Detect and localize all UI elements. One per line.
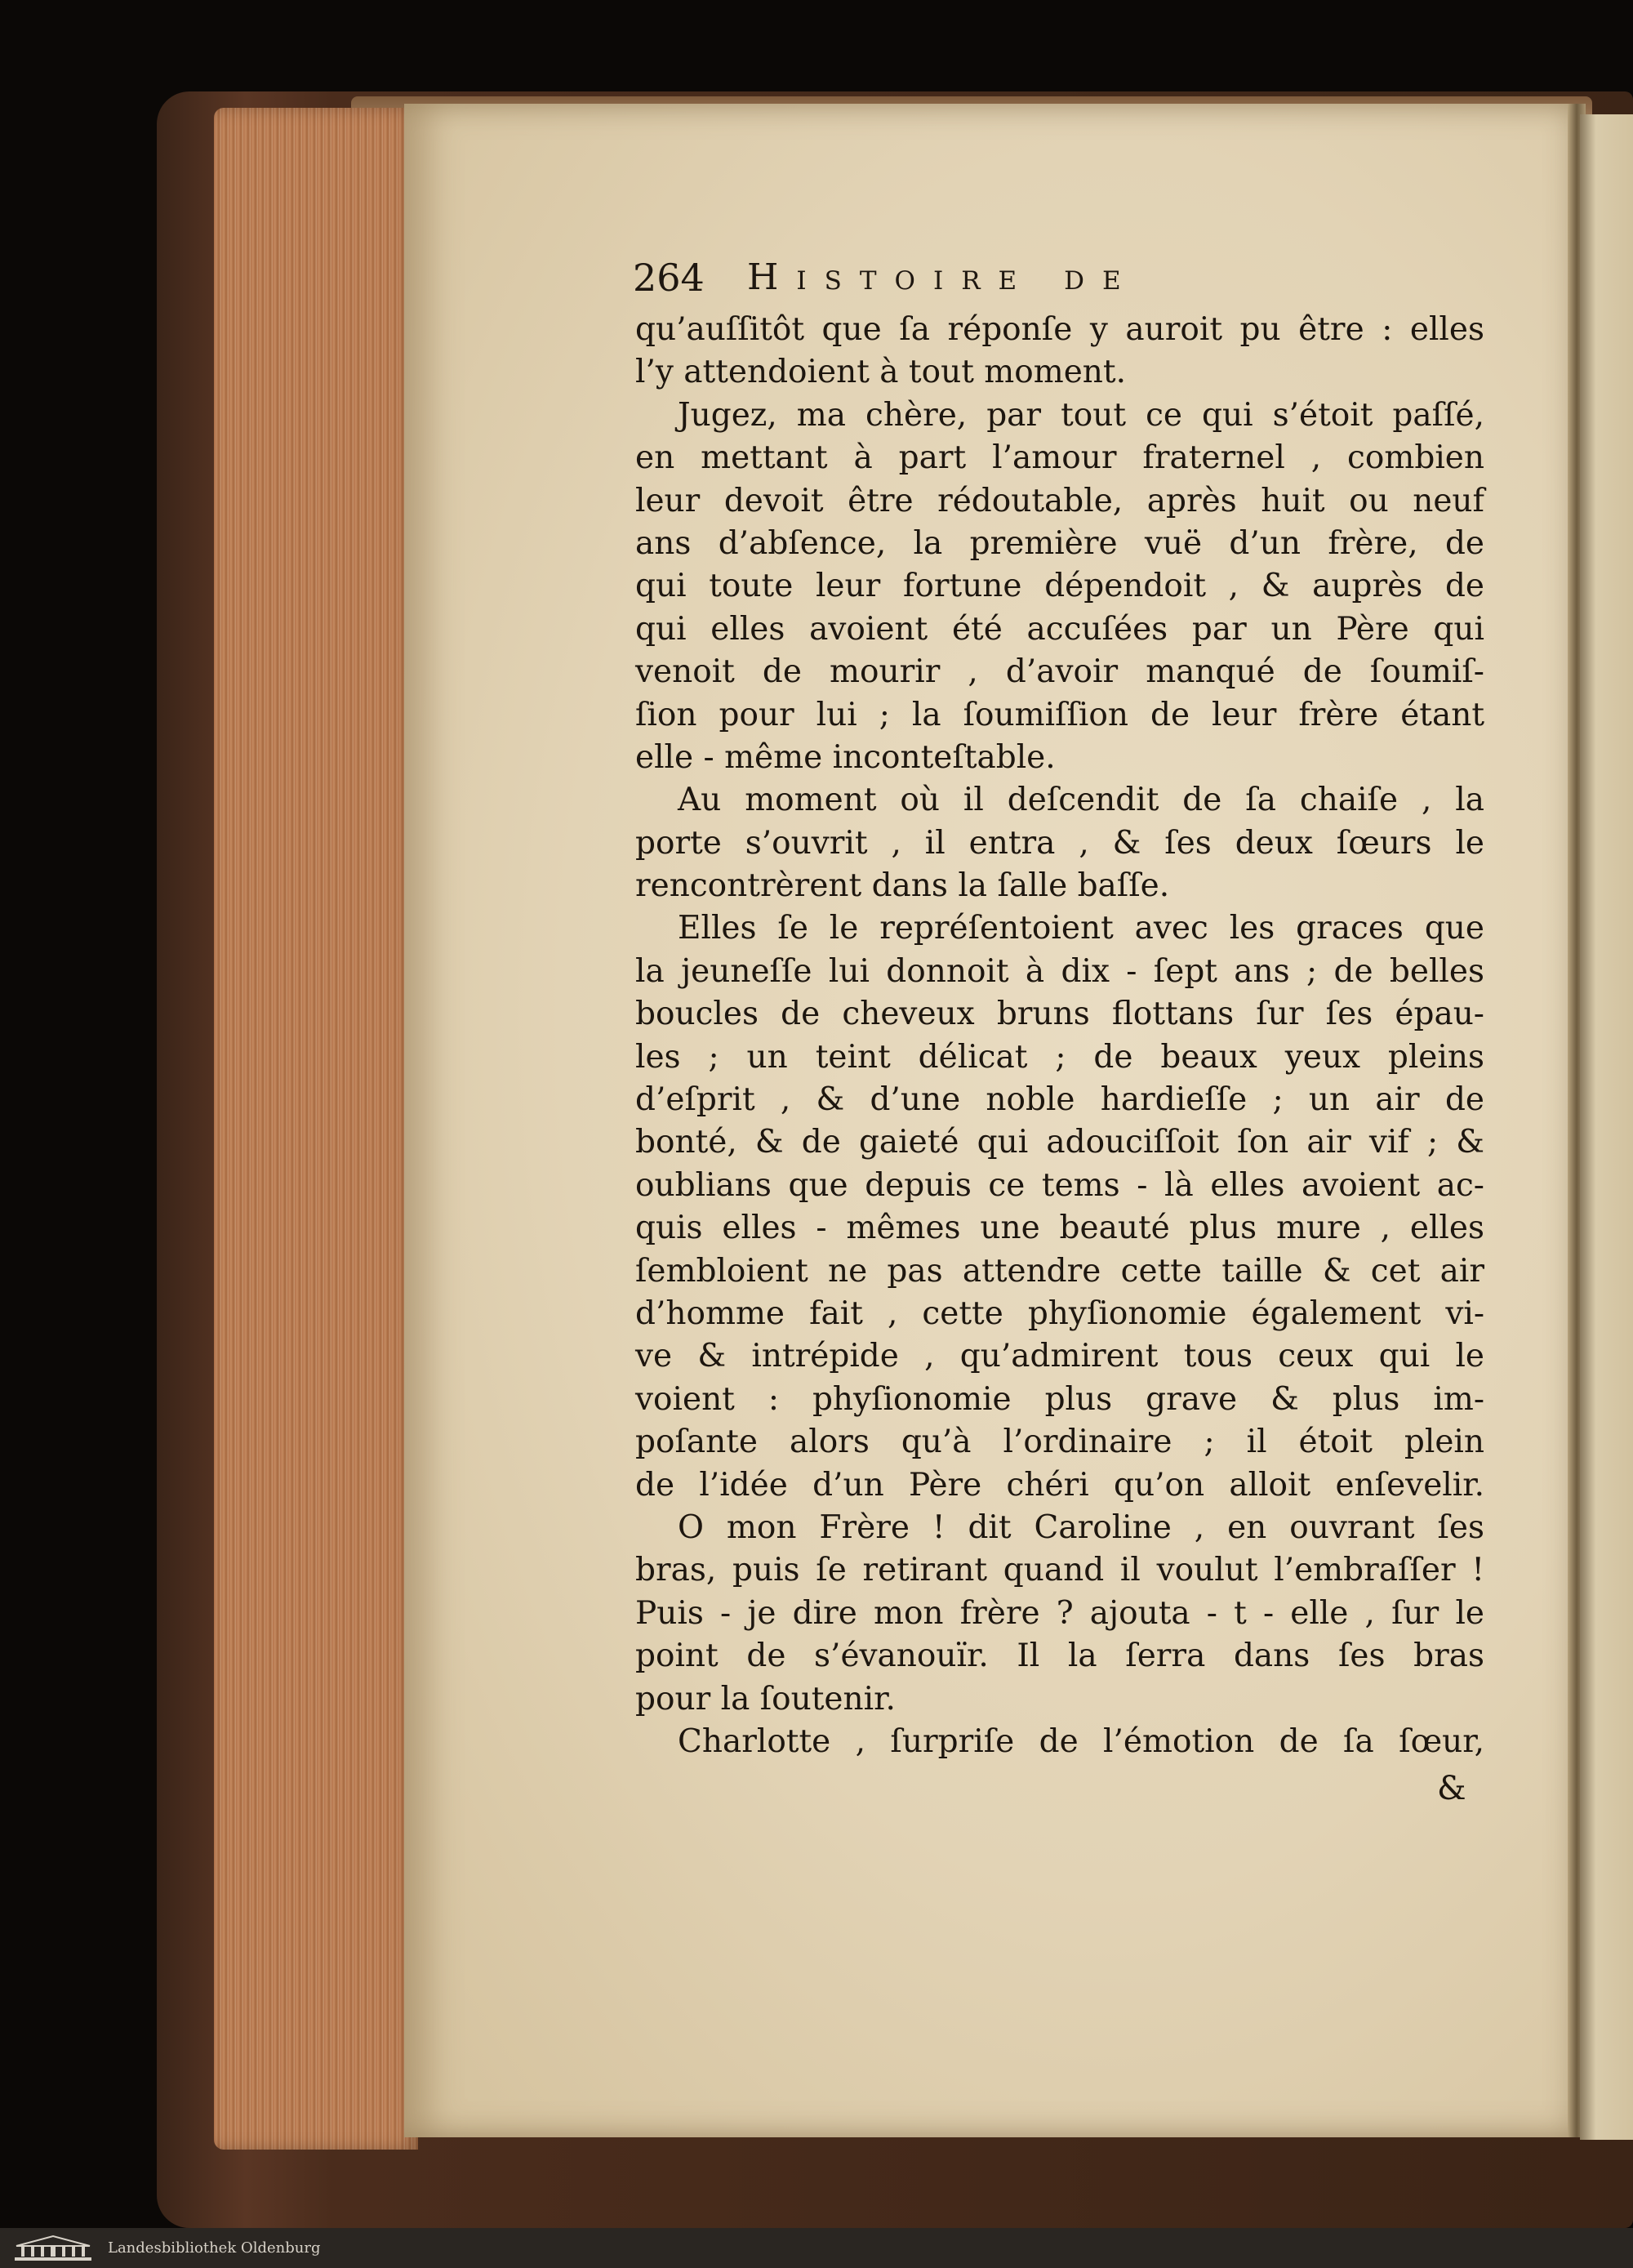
text-line: bonté, & de gaieté qui adouciſſoit ſon air vif ; & bbox=[635, 1124, 1484, 1161]
page-number: 264 bbox=[633, 256, 705, 300]
text-line: venoit de mourir , d’avoir manqué de ſoumiſ- bbox=[635, 653, 1484, 691]
text-line: bras, puis ſe retirant quand il voulut l’embraſſer ! bbox=[635, 1552, 1484, 1589]
text-line: d’eſprit , & d’une noble hardieſſe ; un air de bbox=[635, 1081, 1484, 1119]
text-line: ſion pour lui ; la ſoumiſſion de leur frère étant bbox=[635, 696, 1484, 733]
text-line: qui toute leur fortune dépendoit , & auprès de bbox=[635, 568, 1484, 605]
text-line: les ; un teint délicat ; de beaux yeux pleins bbox=[635, 1038, 1484, 1076]
text-line: rencontrèrent dans la ſalle baſſe. bbox=[635, 867, 1170, 905]
text-line: poſante alors qu’à l’ordinaire ; il étoit plein bbox=[635, 1424, 1484, 1461]
text-line: d’homme fait , cette phyſionomie également vi- bbox=[635, 1294, 1484, 1332]
text-line: Au moment où il deſcendit de ſa chaiſe , la bbox=[678, 782, 1484, 819]
text-line: pour la ſoutenir. bbox=[635, 1680, 896, 1718]
text-line: ans d’abſence, la première vuë d’un frère, de bbox=[635, 524, 1484, 562]
facing-page-edge bbox=[1580, 114, 1633, 2140]
text-line: elle - même inconteſtable. bbox=[635, 738, 1056, 776]
library-logo-icon bbox=[13, 2235, 93, 2262]
text-line: voient : phyſionomie plus grave & plus im- bbox=[635, 1380, 1484, 1418]
text-line: boucles de cheveux bruns flottans ſur ſes épau- bbox=[635, 996, 1484, 1033]
text-line: O mon Frère ! dit Caroline , en ouvrant ſes bbox=[678, 1508, 1484, 1546]
text-line: de l’idée d’un Père chéri qu’on alloit enſevelir. bbox=[635, 1466, 1484, 1504]
page-edges bbox=[214, 108, 418, 2150]
text-line: porte s’ouvrit , il entra , & ſes deux ſœurs le bbox=[635, 824, 1484, 862]
running-title: Histoire de bbox=[747, 256, 1139, 298]
text-line: ve & intrépide , qu’admirent tous ceux qui le bbox=[635, 1338, 1484, 1375]
text-line: ſembloient ne pas attendre cette taille & cet air bbox=[635, 1252, 1484, 1290]
text-line: Charlotte , ſurpriſe de l’émotion de ſa ſœur, bbox=[678, 1722, 1484, 1760]
text-line: leur devoit être rédoutable, après huit ou neuf bbox=[635, 482, 1484, 519]
text-line: Jugez, ma chère, par tout ce qui s’étoit paſſé, bbox=[678, 396, 1484, 434]
text-line: quis elles - mêmes une beauté plus mure , elles bbox=[635, 1210, 1484, 1247]
text-line: point de s’évanouïr. Il la ſerra dans ſes bras bbox=[635, 1638, 1484, 1675]
body-text bbox=[635, 309, 1484, 1763]
text-line: Puis - je dire mon frère ? ajouta - t - elle , ſur le bbox=[635, 1594, 1484, 1632]
text-line: oublians que depuis ce tems - là elles avoient ac- bbox=[635, 1166, 1484, 1204]
text-line: la jeuneſſe lui donnoit à dix - ſept ans ; de belles bbox=[635, 952, 1484, 990]
catchword: & bbox=[1437, 1770, 1466, 1807]
page-header bbox=[633, 249, 1466, 306]
library-name: Landesbibliothek Oldenburg bbox=[108, 2239, 321, 2257]
text-line: Elles ſe le repréſentoient avec les graces que bbox=[678, 910, 1484, 947]
text-line: qu’auſſitôt que ſa réponſe y auroit pu être : elles bbox=[635, 311, 1484, 348]
text-line: l’y attendoient à tout moment. bbox=[635, 354, 1126, 391]
text-line: qui elles avoient été accuſées par un Père qui bbox=[635, 610, 1484, 648]
text-line: en mettant à part l’amour fraternel , combien bbox=[635, 439, 1484, 477]
footer-bar bbox=[0, 2228, 1633, 2268]
